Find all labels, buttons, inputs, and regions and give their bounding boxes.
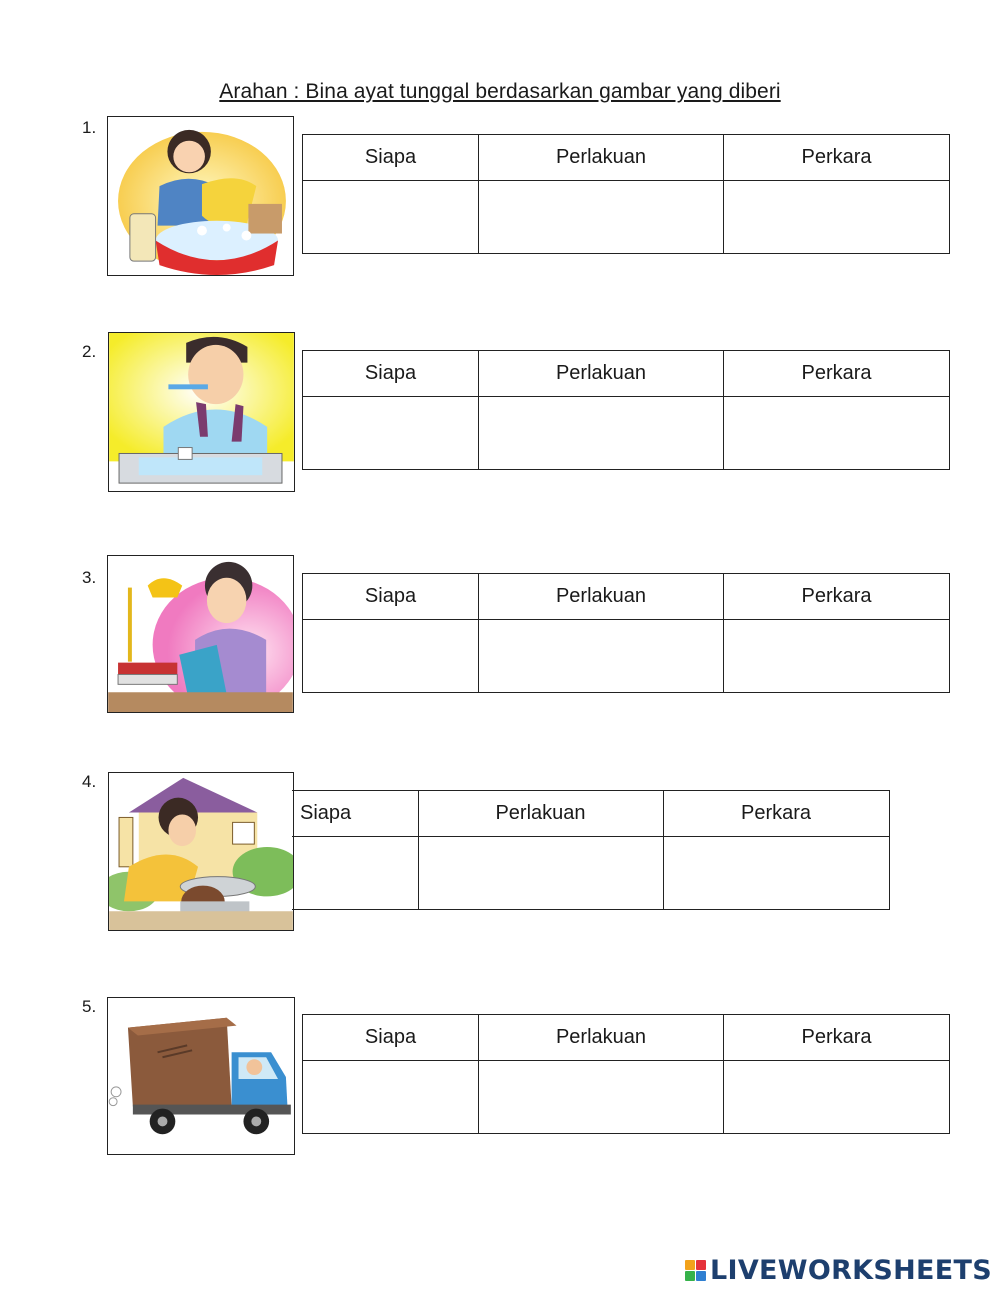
header-perlakuan: Perlakuan [479,135,724,181]
man-driving-lorry-image [107,997,295,1155]
brand-text: LIVEWORKSHEETS [709,1255,992,1286]
answer-table [302,573,950,693]
answer-cell-perkara[interactable] [724,397,950,470]
header-siapa: Siapa [292,791,418,837]
answer-cell-perkara[interactable] [724,1061,950,1134]
answer-cell-perkara[interactable] [724,620,950,693]
boy-reading-book-image [107,555,294,713]
question-number: 5. [82,997,97,1016]
header-perlakuan: Perlakuan [479,351,724,397]
answer-table [292,790,890,910]
question-number: 3. [82,568,97,587]
logo-tile [696,1260,706,1270]
header-perkara: Perkara [724,1015,950,1061]
answer-cell-perlakuan[interactable] [418,837,663,910]
header-siapa: Siapa [303,574,479,620]
answer-cell-siapa[interactable] [303,1061,479,1134]
answer-cell-perlakuan[interactable] [479,1061,724,1134]
liveworksheets-logo[interactable] [685,1255,992,1286]
header-perlakuan: Perlakuan [418,791,663,837]
answer-table [302,1014,950,1134]
answer-table [302,134,950,254]
answer-cell-perkara[interactable] [663,837,889,910]
question-number: 2. [82,342,97,361]
answer-cell-siapa[interactable] [303,620,479,693]
girl-washing-clothes-image [107,116,294,276]
instruction-title: Arahan : Bina ayat tunggal berdasarkan gambar yang diberi [219,80,781,103]
question-number: 4. [82,772,97,791]
answer-cell-perlakuan[interactable] [479,397,724,470]
answer-cell-siapa[interactable] [303,181,479,254]
boy-brushing-teeth-image [108,332,295,492]
answer-table [302,350,950,470]
answer-cell-perkara[interactable] [724,181,950,254]
liveworksheets-icon [685,1260,706,1281]
answer-cell-perlakuan[interactable] [479,620,724,693]
logo-tile [685,1260,695,1270]
header-perkara: Perkara [724,135,950,181]
header-siapa: Siapa [303,1015,479,1061]
header-perkara: Perkara [663,791,889,837]
header-perkara: Perkara [724,351,950,397]
logo-tile [696,1271,706,1281]
header-siapa: Siapa [303,135,479,181]
header-perkara: Perkara [724,574,950,620]
woman-throwing-rubbish-image [108,772,294,931]
question-number: 1. [82,118,97,137]
logo-tile [685,1271,695,1281]
answer-cell-siapa[interactable] [303,397,479,470]
answer-cell-siapa[interactable] [292,837,418,910]
header-perlakuan: Perlakuan [479,1015,724,1061]
header-perlakuan: Perlakuan [479,574,724,620]
header-siapa: Siapa [303,351,479,397]
answer-cell-perlakuan[interactable] [479,181,724,254]
